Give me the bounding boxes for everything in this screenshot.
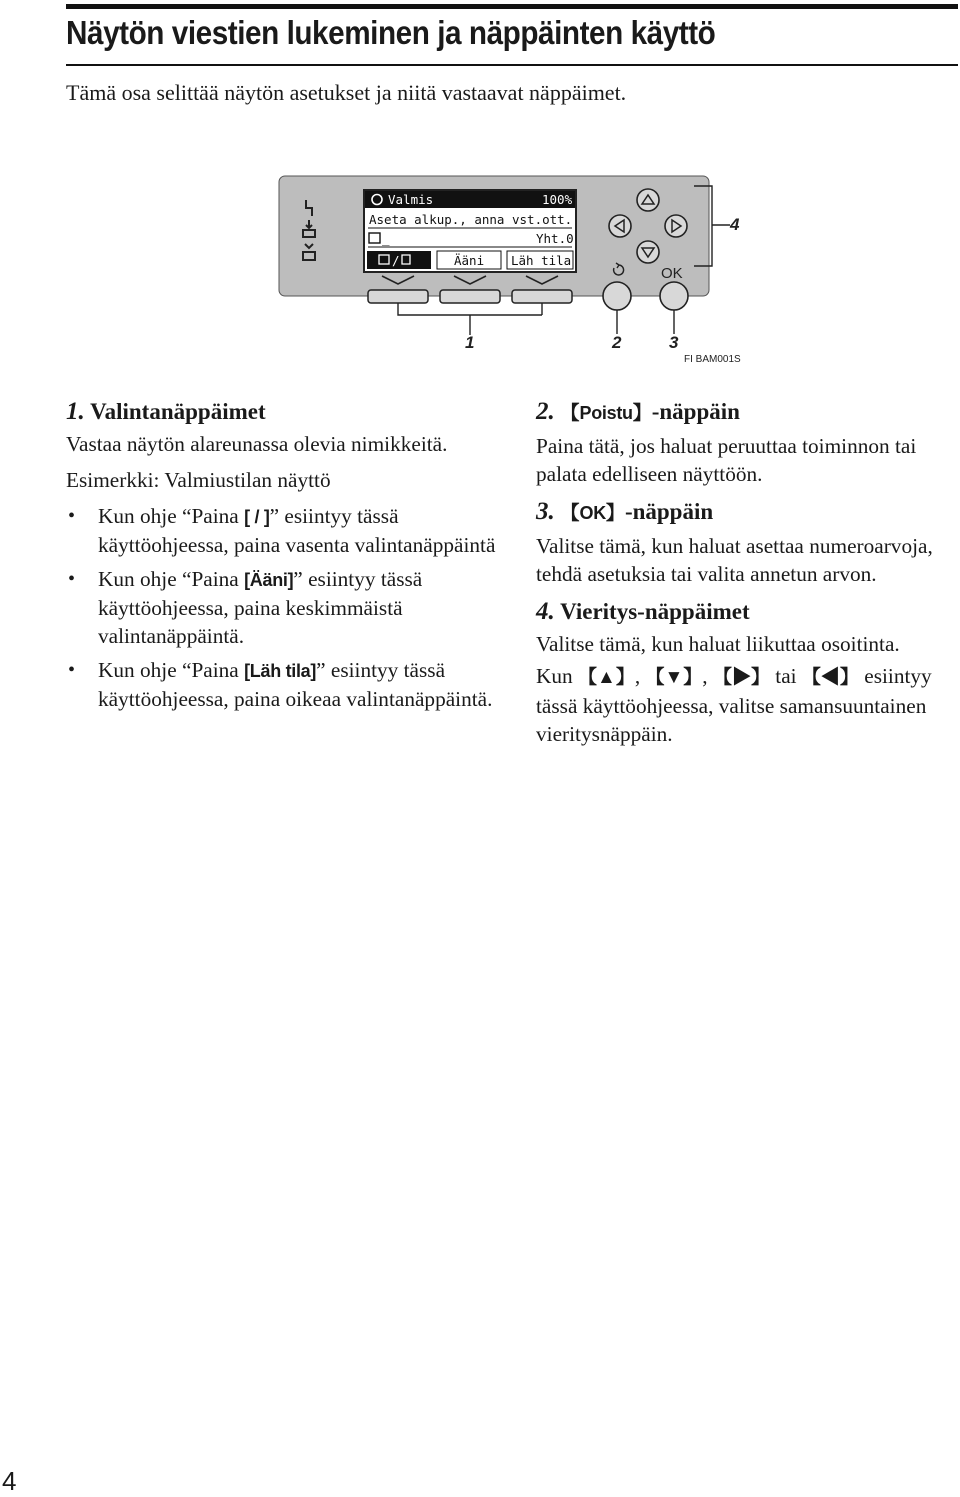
title-top-rule (66, 4, 958, 9)
bullet-1-suffix: ” esiintyy tässä käyttöohjeessa, paina vasenta valintanäppäintä (98, 504, 496, 557)
scroll-down-key[interactable] (637, 241, 659, 263)
lcd-softkey-1: / (392, 253, 400, 268)
bullet-list (66, 502, 496, 713)
selection-key-1[interactable] (368, 290, 428, 303)
lcd-softkey-3: Läh tila (511, 253, 572, 268)
section-3-description: Valitse tämä, kun haluat asettaa numeroarvoja, tehdä asetuksia tai valita annetun arvon. (536, 534, 933, 586)
scroll-left-key[interactable] (609, 215, 631, 237)
section-2-key-close: 】 (632, 403, 652, 424)
section-4-title: Vieritys-näppäimet (560, 599, 750, 624)
section-4-kun: Kun (536, 664, 579, 688)
callout-2: 2 (612, 333, 622, 352)
left-key-ref: 【◀】 (801, 667, 859, 688)
bullet-2-key: [Ääni] (244, 570, 294, 590)
bullet-2-suffix: ” esiintyy tässä käyttöohjeessa, paina keskimmäistä valintanäppäintä. (98, 567, 423, 648)
ok-key[interactable] (660, 282, 688, 310)
lcd-total-text: Yht.0 (536, 231, 574, 246)
section-4-number: 4. (536, 598, 555, 625)
section-4-keys-text (536, 662, 958, 748)
section-3-number: 3. (536, 498, 555, 525)
intro-text: Tämä osa selittää näytön asetukset ja niitä vastaavat näppäimet. (66, 80, 627, 105)
callout-1-bracket (398, 303, 542, 327)
list-item (66, 656, 496, 713)
section-1-number: 1. (66, 398, 85, 425)
control-panel-figure (276, 172, 746, 370)
section-3-title: -näppäin (624, 499, 714, 524)
page-title: Näytön viestien lukeminen ja näppäinten käyttö (66, 14, 716, 51)
list-item (66, 565, 496, 650)
section-2-description: Paina tätä, jos haluat peruuttaa toiminnon tai palata edelliseen näyttöön. (536, 434, 917, 486)
section-2-key-open: 【 (560, 403, 580, 424)
callout-3: 3 (669, 333, 679, 352)
right-key-ref: 【▶】 (712, 667, 770, 688)
left-column (66, 398, 496, 719)
section-2-title: -näppäin (651, 399, 740, 424)
lcd-message-text: Aseta alkup., anna vst.ott. (369, 212, 573, 227)
section-3-heading (536, 498, 958, 528)
section-4-end: esiintyy tässä käyttöohjeessa, valitse samansuuntainen vieritysnäppäin. (536, 664, 932, 746)
section-3-key-open: 【 (560, 503, 580, 524)
section-2-heading (536, 398, 958, 428)
down-key-ref: 【▼】 (645, 667, 703, 688)
bullet-3-key: [Läh tila] (244, 661, 317, 681)
selection-key-2[interactable] (440, 290, 500, 303)
bullet-1-key: [ / ] (244, 507, 270, 527)
up-key-ref: 【▲】 (578, 667, 635, 688)
section-2-key: Poistu (579, 403, 633, 423)
lcd-softkey-2: Ääni (454, 253, 485, 268)
callout-4: 4 (730, 215, 740, 234)
section-1-title: Valintanäppäimet (90, 399, 266, 424)
bullet-2-prefix: Kun ohje “Paina (98, 567, 245, 591)
bullet-3-suffix: ” esiintyy tässä käyttöohjeessa, paina oikeaa valintanäppäintä. (98, 658, 493, 711)
page-number: 4 (2, 1466, 17, 1496)
section-4-description: Valitse tämä, kun haluat liikuttaa osoitinta. (536, 632, 900, 656)
callout-1: 1 (465, 333, 475, 352)
bullet-1-prefix: Kun ohje “Paina (98, 504, 245, 528)
figure-code: FI BAM001S (684, 354, 741, 365)
selection-key-3[interactable] (512, 290, 572, 303)
section-1-description: Vastaa näytön alareunassa olevia nimikkeitä. (66, 432, 448, 456)
scroll-up-key[interactable] (637, 189, 659, 211)
section-4-tai: tai (769, 664, 802, 688)
section-1-heading (66, 398, 496, 426)
bullet-3-prefix: Kun ohje “Paina (98, 658, 245, 682)
section-4-comma: , (702, 664, 713, 688)
title-underline (66, 64, 958, 66)
lcd-status-text: Valmis (388, 192, 434, 207)
clear-stop-key[interactable] (603, 282, 631, 310)
ok-label: OK (661, 265, 683, 282)
section-3-key: OK (579, 503, 606, 523)
section-2-number: 2. (536, 398, 555, 425)
section-4-heading (536, 598, 958, 626)
section-3-key-close: 】 (605, 503, 625, 524)
right-column (536, 398, 958, 748)
section-1-example: Esimerkki: Valmiustilan näyttö (66, 468, 331, 492)
section-4-comma: , (634, 664, 646, 688)
scroll-right-key[interactable] (665, 215, 687, 237)
list-item (66, 502, 496, 559)
lcd-percent-text: 100% (542, 192, 573, 207)
lcd-cursor: _ (382, 231, 390, 246)
